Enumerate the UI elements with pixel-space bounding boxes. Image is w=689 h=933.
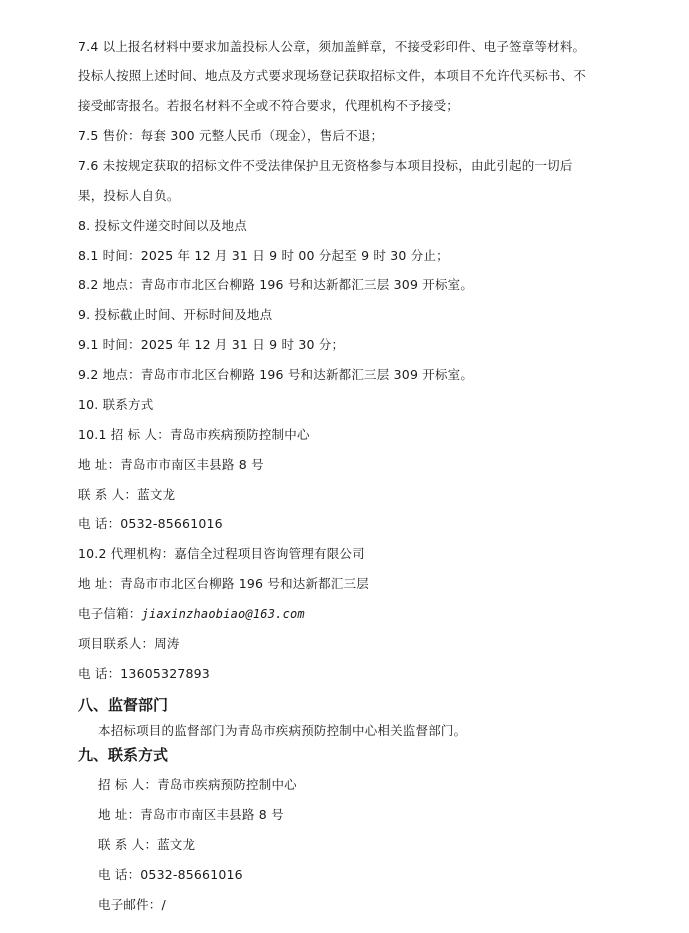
text-line: 投标人按照上述时间、地点及方式要求现场登记获取招标文件，本项目不允许代买标书、不 (78, 68, 587, 83)
section-heading-9: 9. 投标截止时间、开标时间及地点 (78, 307, 273, 322)
text-line: 接受邮寄报名。若报名材料不全或不符合要求，代理机构不予接受； (78, 98, 460, 113)
text-line: 电子邮件：/ (98, 897, 166, 912)
text-line: 本招标项目的监督部门为青岛市疾病预防控制中心相关监督部门。 (98, 723, 467, 738)
text-line: 8.1 时间：2025 年 12 月 31 日 9 时 00 分起至 9 时 30 分止； (78, 248, 449, 263)
email-line (78, 604, 649, 624)
text-line: 电 话：13605327893 (78, 666, 210, 681)
text-line: 地 址：青岛市市南区丰县路 8 号 (78, 457, 264, 472)
text-line: 联 系 人：蓝文龙 (78, 487, 176, 502)
text-line: 地 址：青岛市市南区丰县路 8 号 (98, 807, 284, 822)
email-label: 电子信箱： (78, 606, 142, 621)
text-line: 9.1 时间：2025 年 12 月 31 日 9 时 30 分； (78, 337, 345, 352)
text-line: 电 话：0532-85661016 (98, 867, 243, 882)
section-heading-8: 8. 投标文件递交时间以及地点 (78, 218, 247, 233)
section-title-9: 九、联系方式 (78, 746, 169, 764)
text-line: 10.2 代理机构：嘉信全过程项目咨询管理有限公司 (78, 546, 365, 561)
text-line: 招 标 人：青岛市疾病预防控制中心 (98, 777, 297, 792)
text-line: 联 系 人：蓝文龙 (98, 837, 196, 852)
text-line: 10.1 招 标 人：青岛市疾病预防控制中心 (78, 427, 310, 442)
text-line: 电 话：0532-85661016 (78, 516, 223, 531)
text-line: 7.6 未按规定获取的招标文件不受法律保护且无资格参与本项目投标，由此引起的一切后 (78, 158, 573, 173)
text-line: 7.5 售价：每套 300 元整人民币（现金），售后不退； (78, 128, 384, 143)
text-line: 地 址：青岛市市北区台柳路 196 号和达新都汇三层 (78, 576, 369, 591)
text-line: 9.2 地点：青岛市市北区台柳路 196 号和达新都汇三层 309 开标室。 (78, 367, 474, 382)
text-line: 8.2 地点：青岛市市北区台柳路 196 号和达新都汇三层 309 开标室。 (78, 277, 474, 292)
section-heading-10: 10. 联系方式 (78, 397, 154, 412)
text-line: 果，投标人自负。 (78, 188, 180, 203)
text-line: 项目联系人：周涛 (78, 636, 180, 651)
text-line: 7.4 以上报名材料中要求加盖投标人公章，须加盖鲜章，不接受彩印件、电子签章等材料。 (78, 39, 586, 54)
email-link[interactable]: jiaxinzhaobiao@163.com (141, 607, 305, 621)
section-title-8: 八、监督部门 (78, 696, 169, 714)
